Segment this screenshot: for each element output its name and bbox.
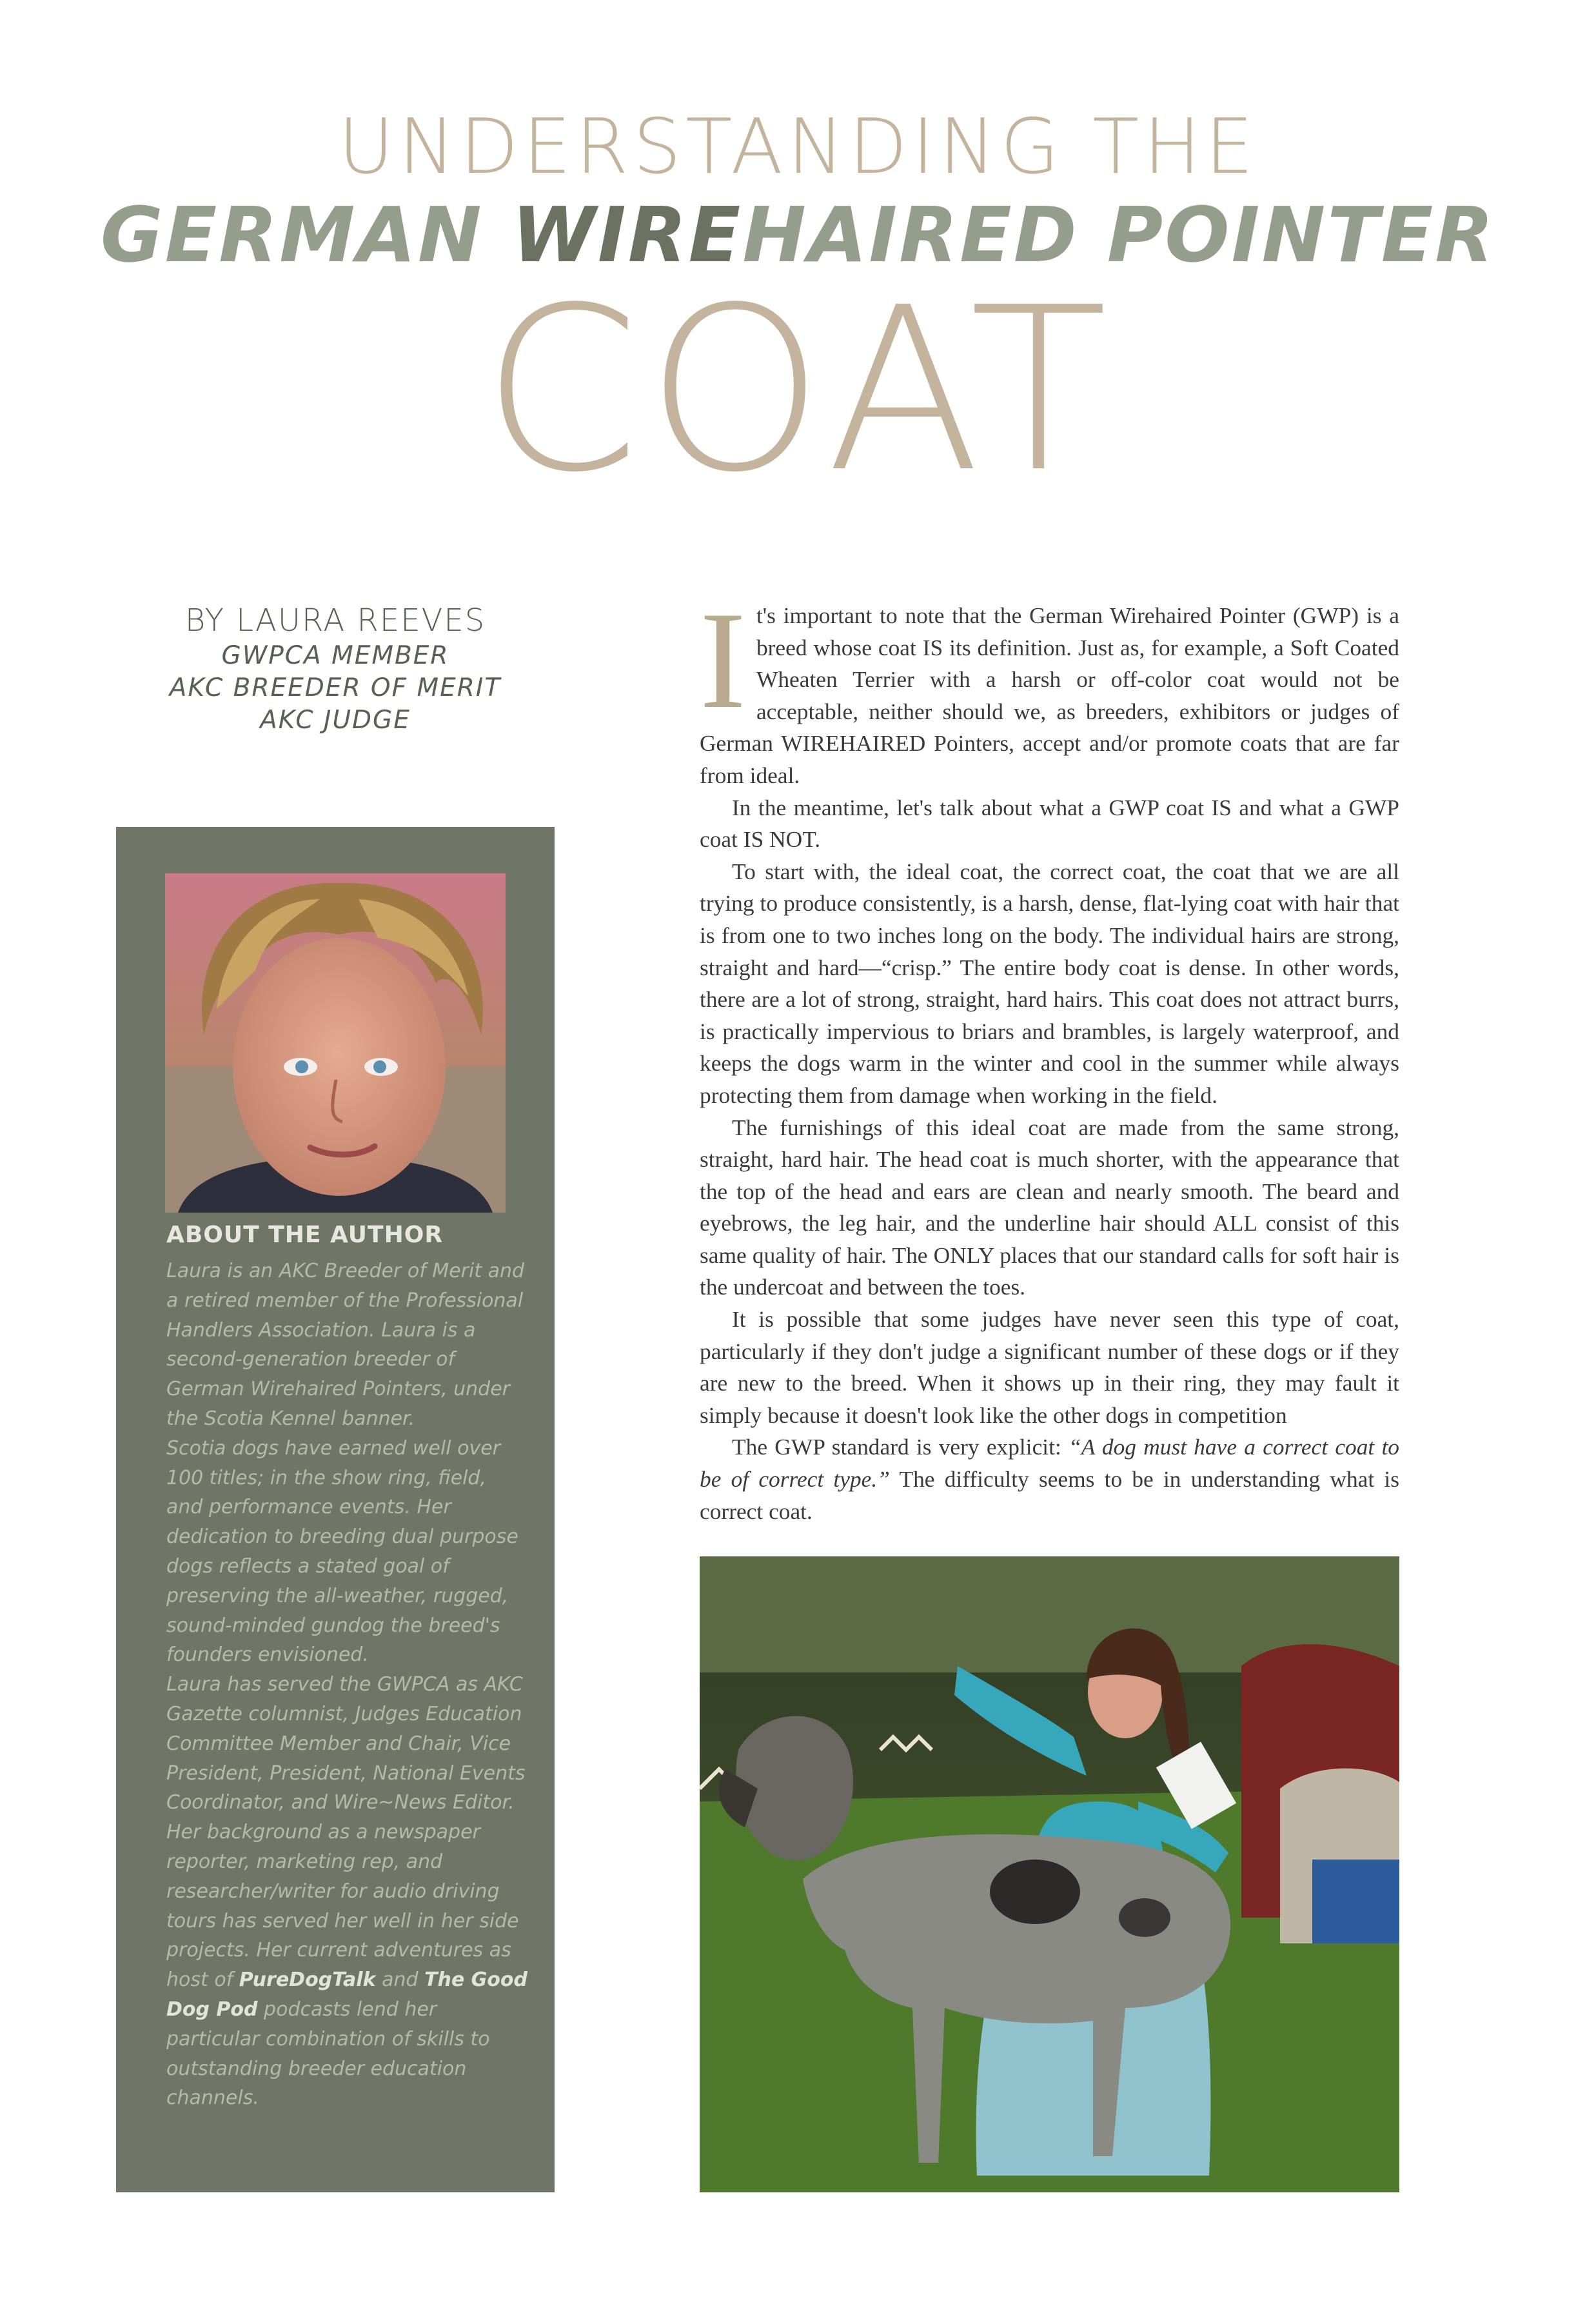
about-text: podcasts lend her particular combination of skills to outstanding breeder education channels. [166,1998,490,2110]
article-paragraph [700,583,1399,792]
byline-credential: AKC BREEDER OF MERIT [169,673,502,702]
podcast-name: The Good Dog Pod [166,1969,527,2021]
standard-quote: “A dog must have a correct coat to be of correct type.” [700,1434,1399,1493]
article-body [700,583,1400,1527]
about-paragraph: Laura has served the GWPCA as AKC Gazette columnist, Judges Education Committee Member and Chair, Vice President, President, National Events Coordinator, and Wire~News Editor. [166,1673,526,1814]
about-paragraph: Scotia dogs have earned well over 100 titles; in the show ring, field, and performance events. Her dedication to breeding dual purpose dogs reflects a stated goal of preserving the all-weather, rugged, sound-minded gundog the breed's founders envisioned. [166,1436,518,1667]
article-paragraph: It is possible that some judges have never seen this type of coat, particularly if they don't judge a significant number of these dogs or if they are new to the breed. When it shows up in their ring, they may fault it simply because it doesn't look like the other dogs in competition [700,1306,1399,1428]
author-photo [165,873,506,1213]
article-paragraph: The furnishings of this ideal coat are made from the same strong, straight, hard hair. The head coat is much shorter, with the appearance that the top of the head and ears are clean and nearly smooth. The beard and eyebrows, the leg hair, and the underline hair should ALL consist of this same quality of hair. The ONLY places that our standard calls for soft hair is the undercoat and between the toes. [700,1114,1399,1300]
about-text: and [375,1969,425,1992]
title-line-1: UNDERSTANDING THE [338,102,1258,191]
about-paragraph: Laura is an AKC Breeder of Merit and a retired member of the Professional Handlers Association. Laura is a second-generation breeder of German Wirehaired Pointers, under the Scotia Kennel banner. [166,1260,525,1430]
article-text: The difficulty seems to be in understanding what is correct coat. [700,1466,1400,1524]
article-paragraph [700,1431,1399,1527]
title-line-2-german: GERMAN [100,190,512,279]
byline-author: BY LAURA REEVES [184,602,486,639]
dog-show-photo [700,1556,1399,2192]
byline-credential: GWPCA MEMBER [221,641,449,670]
about-author-heading: ABOUT THE AUTHOR [166,1222,444,1248]
about-paragraph [166,1818,527,2113]
title-line-3: COAT [482,259,1114,522]
article-text: The GWP standard is very explicit: [732,1434,1069,1460]
title-line-2-haired-pointer: HAIRED POINTER [742,190,1496,279]
byline [116,601,555,737]
about-text: Her background as a newspaper reporter, marketing rep, and researcher/writer for audio driving tours has served her well in her side projects. Her current adventures as host of [166,1821,519,1992]
byline-credential: AKC JUDGE [260,706,411,735]
drop-cap: I [700,583,746,737]
article-text: t's important to note that the German Wirehaired Pointer (GWP) is a breed whose coat IS its definition. Just as, for example, a Soft Coated Wheaten Terrier with a harsh or off-color coat would not be acceptable, neither should we, as breeders, exhibitors or judges of German WIREHAIRED Pointers, accept and/or promote coats that are far from ideal. [700,602,1399,788]
article-paragraph: To start with, the ideal coat, the correct coat, the coat that we are all trying to produce consistently, is a harsh, dense, flat-lying coat with hair that is from one to two inches long on the body. The individual hairs are strong, straight and hard—“crisp.” The entire body coat is dense. In other words, there are a lot of strong, straight, hard hairs. This coat does not attract burrs, is practically impervious to briars and brambles, is largely waterproof, and keeps the dogs warm in the winter and cool in the summer while always protecting them from damage when working in the field. [700,858,1399,1108]
title-line-2-wire: WIRE [511,190,743,279]
podcast-name: PureDogTalk [239,1969,376,1992]
about-author-sidebar [116,827,555,2192]
article-paragraph: In the meantime, let's talk about what a GWP coat IS and what a GWP coat IS NOT. [700,794,1399,853]
about-author-body [166,1256,527,2113]
